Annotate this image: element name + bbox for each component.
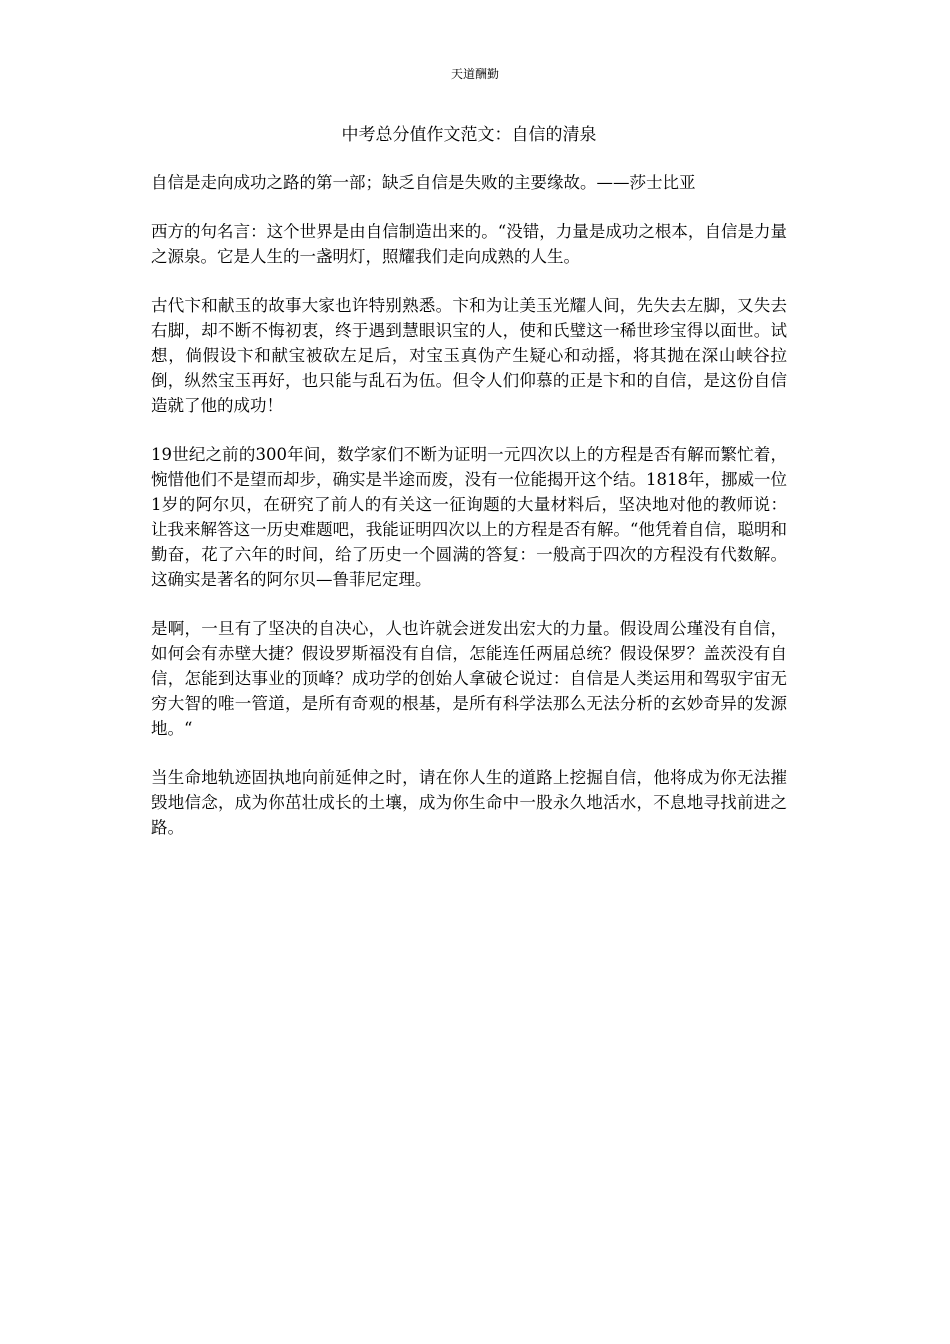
paragraph-5: 是啊，一旦有了坚决的自决心，人也许就会迸发出宏大的力量。假设周公瑾没有自信，如何会有赤壁大捷？假设罗斯福没有自信，怎能连任两届总统？假设保罗？盖茨没有自信，怎能到达事业的顶峰？成功学的创始人拿破仑说过：自信是人类运用和驾驭宇宙无穷大智的唯一管道，是所有奇观的根基，是所有科学法那么无法分析的玄妙奇异的发源地。“ [151,619,787,738]
page-header: 天道酬勤 [450,67,499,81]
paragraph-3: 古代卞和献玉的故事大家也许特别熟悉。卞和为让美玉光耀人间，先失去左脚，又失去右脚，却不断不悔初衷，终于遇到慧眼识宝的人，使和氏璧这一稀世珍宝得以面世。试想，倘假设卞和献宝被砍左足后，对宝玉真伪产生疑心和动摇，将其抛在深山峡谷拉倒，纵然宝玉再好，也只能与乱石为伍。但令人们仰慕的正是卞和的自信，是这份自信造就了他的成功！ [151,296,787,415]
document-title: 中考总分值作文范文：自信的清泉 [341,125,597,145]
paragraph-2: 西方的句名言：这个世界是由自信制造出来的。“没错，力量是成功之根本，自信是力量之源泉。它是人生的一盏明灯，照耀我们走向成熟的人生。 [151,222,787,266]
paragraph-1: 自信是走向成功之路的第一部；缺乏自信是失败的主要缘故。——莎士比亚 [151,173,696,192]
document-body [151,122,787,864]
paragraph-6: 当生命地轨迹固执地向前延伸之时，请在你人生的道路上挖掘自信，他将成为你无法摧毁地信念，成为你茁壮成长的土壤，成为你生命中一股永久地活水，不息地寻找前进之路。 [151,768,787,837]
paragraph-4: 19世纪之前的300年间，数学家们不断为证明一元四次以上的方程是否有解而繁忙着，惋惜他们不是望而却步，确实是半途而废，没有一位能揭开这个结。1818年，挪威一位1岁的阿尔贝，在研究了前人的有关这一征询题的大量材料后，坚决地对他的教师说：让我来解答这一历史难题吧，我能证明四次以上的方程是否有解。“他凭着自信，聪明和勤奋，花了六年的时间，给了历史一个圆满的答复：一般高于四次的方程没有代数解。这确实是著名的阿尔贝—鲁菲尼定理。 [151,445,787,589]
